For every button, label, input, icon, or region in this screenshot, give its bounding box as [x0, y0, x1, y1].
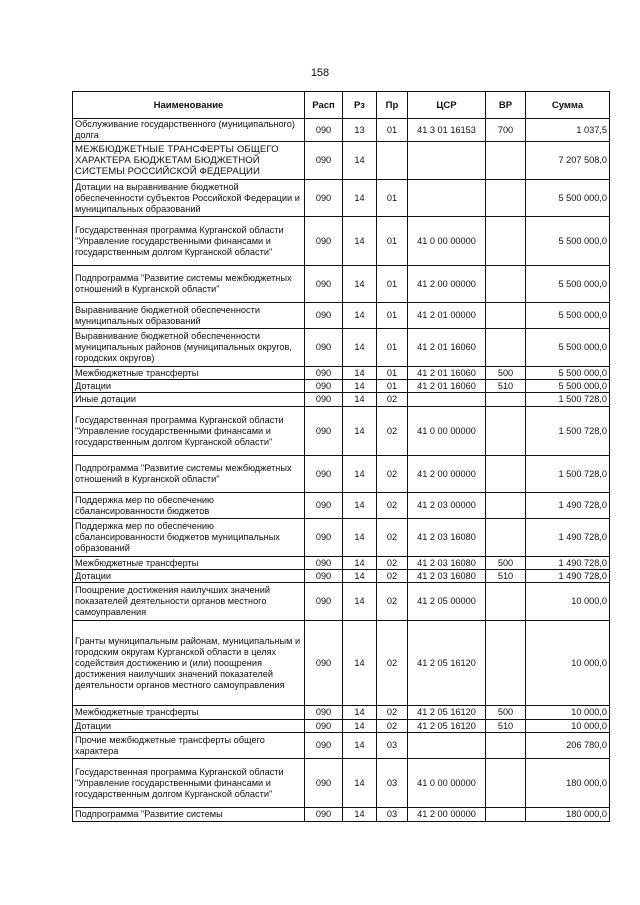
cell-rasp: 090	[305, 557, 343, 570]
table-row	[73, 583, 610, 621]
cell-vr	[486, 329, 526, 367]
cell-name: Прочие межбюджетные трансферты общего характера	[73, 733, 305, 759]
cell-csr: 41 0 00 00000	[408, 217, 486, 266]
cell-vr	[486, 583, 526, 621]
cell-csr: 41 2 01 16060	[408, 367, 486, 380]
budget-table	[72, 91, 610, 822]
cell-pr: 02	[377, 519, 408, 557]
cell-sum: 10 000,0	[526, 706, 610, 720]
cell-vr: 510	[486, 570, 526, 583]
cell-csr: 41 2 01 00000	[408, 303, 486, 329]
cell-name: Государственная программа Курганской области "Управление государственными финансами и государственным долгом Курганской области"	[73, 759, 305, 808]
header-csr: ЦСР	[408, 92, 486, 119]
cell-pr: 02	[377, 720, 408, 733]
table-row	[73, 142, 610, 180]
cell-name: Подпрограмма "Развитие системы межбюджетных отношений в Курганской области"	[73, 266, 305, 303]
table-row	[73, 217, 610, 266]
table-row	[73, 303, 610, 329]
cell-vr: 500	[486, 367, 526, 380]
cell-csr: 41 2 00 00000	[408, 456, 486, 493]
cell-rz: 14	[343, 519, 377, 557]
cell-sum: 180 000,0	[526, 808, 610, 822]
cell-vr	[486, 142, 526, 180]
cell-csr	[408, 733, 486, 759]
table-body	[73, 119, 610, 822]
cell-pr: 01	[377, 367, 408, 380]
header-vr: ВР	[486, 92, 526, 119]
cell-sum: 1 037,5	[526, 119, 610, 142]
cell-rasp: 090	[305, 142, 343, 180]
cell-csr: 41 2 03 16080	[408, 570, 486, 583]
cell-rasp: 090	[305, 583, 343, 621]
cell-sum: 5 500 000,0	[526, 217, 610, 266]
cell-vr: 510	[486, 380, 526, 393]
cell-vr	[486, 407, 526, 456]
table-row	[73, 706, 610, 720]
cell-rz: 14	[343, 706, 377, 720]
cell-name: Дотации	[73, 570, 305, 583]
cell-name: Подпрограмма "Развитие системы	[73, 808, 305, 822]
cell-pr: 02	[377, 557, 408, 570]
cell-vr: 500	[486, 557, 526, 570]
cell-rz: 14	[343, 493, 377, 519]
cell-csr: 41 2 05 16120	[408, 720, 486, 733]
table-row	[73, 266, 610, 303]
cell-pr: 01	[377, 119, 408, 142]
cell-rz: 14	[343, 583, 377, 621]
cell-csr: 41 2 05 00000	[408, 583, 486, 621]
table-row	[73, 720, 610, 733]
cell-rz: 14	[343, 808, 377, 822]
cell-pr	[377, 142, 408, 180]
cell-sum: 1 490 728,0	[526, 570, 610, 583]
cell-sum: 180 000,0	[526, 759, 610, 808]
cell-rz: 14	[343, 759, 377, 808]
cell-rz: 14	[343, 456, 377, 493]
cell-csr: 41 2 05 16120	[408, 706, 486, 720]
cell-vr	[486, 456, 526, 493]
cell-sum: 1 500 728,0	[526, 407, 610, 456]
cell-name: Межбюджетные трансферты	[73, 706, 305, 720]
cell-rasp: 090	[305, 329, 343, 367]
table-row	[73, 456, 610, 493]
cell-name: Обслуживание государственного (муниципального) долга	[73, 119, 305, 142]
page-number: 158	[310, 67, 330, 79]
cell-pr: 02	[377, 621, 408, 706]
cell-rasp: 090	[305, 519, 343, 557]
table-row	[73, 808, 610, 822]
cell-rz: 14	[343, 217, 377, 266]
cell-sum: 10 000,0	[526, 583, 610, 621]
header-sum: Сумма	[526, 92, 610, 119]
cell-csr: 41 2 01 16060	[408, 380, 486, 393]
cell-vr	[486, 759, 526, 808]
cell-csr	[408, 142, 486, 180]
cell-rz: 14	[343, 393, 377, 407]
cell-rz: 14	[343, 557, 377, 570]
cell-name: Подпрограмма "Развитие системы межбюджетных отношений в Курганской области"	[73, 456, 305, 493]
cell-pr: 01	[377, 266, 408, 303]
cell-csr: 41 0 00 00000	[408, 759, 486, 808]
cell-name: Дотации	[73, 720, 305, 733]
table-row	[73, 393, 610, 407]
cell-pr: 02	[377, 570, 408, 583]
cell-csr: 41 2 03 00000	[408, 493, 486, 519]
header-rasp: Расп	[305, 92, 343, 119]
cell-sum: 206 780,0	[526, 733, 610, 759]
cell-rz: 14	[343, 733, 377, 759]
cell-vr: 510	[486, 720, 526, 733]
cell-vr: 700	[486, 119, 526, 142]
cell-vr	[486, 621, 526, 706]
cell-csr: 41 0 00 00000	[408, 407, 486, 456]
cell-rz: 14	[343, 621, 377, 706]
cell-rasp: 090	[305, 570, 343, 583]
cell-csr	[408, 180, 486, 217]
cell-name: Поощрение достижения наилучших значений показателей деятельности органов местного самоуправления	[73, 583, 305, 621]
cell-csr: 41 3 01 16153	[408, 119, 486, 142]
cell-sum: 5 500 000,0	[526, 303, 610, 329]
cell-vr	[486, 393, 526, 407]
cell-sum: 5 500 000,0	[526, 380, 610, 393]
cell-rz: 14	[343, 367, 377, 380]
cell-name: Иные дотации	[73, 393, 305, 407]
table-row	[73, 557, 610, 570]
cell-rasp: 090	[305, 266, 343, 303]
cell-rasp: 090	[305, 456, 343, 493]
cell-rasp: 090	[305, 217, 343, 266]
cell-name: Дотации	[73, 380, 305, 393]
cell-pr: 02	[377, 456, 408, 493]
table-row	[73, 759, 610, 808]
table-row	[73, 493, 610, 519]
cell-pr: 02	[377, 407, 408, 456]
table-row	[73, 407, 610, 456]
table-row	[73, 733, 610, 759]
header-pr: Пр	[377, 92, 408, 119]
table-row	[73, 180, 610, 217]
cell-sum: 5 500 000,0	[526, 266, 610, 303]
cell-pr: 01	[377, 303, 408, 329]
cell-rz: 13	[343, 119, 377, 142]
header-rz: Рз	[343, 92, 377, 119]
cell-rasp: 090	[305, 493, 343, 519]
cell-rz: 14	[343, 570, 377, 583]
cell-sum: 1 500 728,0	[526, 456, 610, 493]
cell-name: Межбюджетные трансферты	[73, 367, 305, 380]
cell-vr	[486, 217, 526, 266]
cell-rz: 14	[343, 407, 377, 456]
cell-csr: 41 2 01 16060	[408, 329, 486, 367]
cell-csr: 41 2 00 00000	[408, 266, 486, 303]
table-row	[73, 570, 610, 583]
cell-pr: 03	[377, 759, 408, 808]
cell-rasp: 090	[305, 393, 343, 407]
cell-sum: 1 500 728,0	[526, 393, 610, 407]
cell-name: Государственная программа Курганской области "Управление государственными финансами и государственным долгом Курганской области"	[73, 217, 305, 266]
cell-rasp: 090	[305, 621, 343, 706]
cell-rasp: 090	[305, 303, 343, 329]
cell-rasp: 090	[305, 706, 343, 720]
cell-pr: 01	[377, 217, 408, 266]
cell-name: Поддержка мер по обеспечению сбалансированности бюджетов	[73, 493, 305, 519]
cell-name: МЕЖБЮДЖЕТНЫЕ ТРАНСФЕРТЫ ОБЩЕГО ХАРАКТЕРА БЮДЖЕТАМ БЮДЖЕТНОЙ СИСТЕМЫ РОССИЙСКОЙ ФЕДЕРАЦИИ	[73, 142, 305, 180]
cell-rz: 14	[343, 266, 377, 303]
cell-vr	[486, 180, 526, 217]
cell-name: Государственная программа Курганской области "Управление государственными финансами и государственным долгом Курганской области"	[73, 407, 305, 456]
cell-vr	[486, 808, 526, 822]
cell-sum: 5 500 000,0	[526, 329, 610, 367]
cell-rasp: 090	[305, 720, 343, 733]
table-row	[73, 380, 610, 393]
cell-vr	[486, 266, 526, 303]
cell-csr: 41 2 03 16080	[408, 519, 486, 557]
cell-csr: 41 2 03 16080	[408, 557, 486, 570]
cell-pr: 02	[377, 393, 408, 407]
cell-vr	[486, 519, 526, 557]
cell-pr: 03	[377, 808, 408, 822]
table-row	[73, 329, 610, 367]
cell-pr: 01	[377, 329, 408, 367]
cell-pr: 01	[377, 180, 408, 217]
cell-name: Межбюджетные трансферты	[73, 557, 305, 570]
cell-rasp: 090	[305, 407, 343, 456]
cell-rz: 14	[343, 180, 377, 217]
cell-rz: 14	[343, 380, 377, 393]
cell-vr	[486, 303, 526, 329]
table-row	[73, 119, 610, 142]
cell-sum: 1 490 728,0	[526, 493, 610, 519]
cell-sum: 5 500 000,0	[526, 180, 610, 217]
table-row	[73, 519, 610, 557]
cell-pr: 03	[377, 733, 408, 759]
cell-rasp: 090	[305, 180, 343, 217]
cell-pr: 02	[377, 493, 408, 519]
cell-rasp: 090	[305, 759, 343, 808]
cell-csr	[408, 393, 486, 407]
cell-name: Выравнивание бюджетной обеспеченности муниципальных образований	[73, 303, 305, 329]
cell-rz: 14	[343, 720, 377, 733]
cell-name: Дотации на выравнивание бюджетной обеспеченности субъектов Российской Федерации и муниципальных образований	[73, 180, 305, 217]
cell-vr	[486, 733, 526, 759]
table-row	[73, 621, 610, 706]
cell-rasp: 090	[305, 808, 343, 822]
cell-sum: 5 500 000,0	[526, 367, 610, 380]
cell-name: Выравнивание бюджетной обеспеченности муниципальных районов (муниципальных округов, городских округов)	[73, 329, 305, 367]
cell-vr	[486, 493, 526, 519]
cell-rasp: 090	[305, 380, 343, 393]
cell-sum: 1 490 728,0	[526, 519, 610, 557]
cell-rz: 14	[343, 329, 377, 367]
cell-sum: 10 000,0	[526, 720, 610, 733]
cell-sum: 1 490 728,0	[526, 557, 610, 570]
cell-rasp: 090	[305, 119, 343, 142]
cell-rz: 14	[343, 303, 377, 329]
header-name: Наименование	[73, 92, 305, 119]
cell-csr: 41 2 05 16120	[408, 621, 486, 706]
cell-rasp: 090	[305, 367, 343, 380]
cell-sum: 10 000,0	[526, 621, 610, 706]
table-row	[73, 367, 610, 380]
cell-name: Поддержка мер по обеспечению сбалансированности бюджетов муниципальных образований	[73, 519, 305, 557]
cell-pr: 01	[377, 380, 408, 393]
cell-pr: 02	[377, 706, 408, 720]
cell-pr: 02	[377, 583, 408, 621]
cell-sum: 7 207 508,0	[526, 142, 610, 180]
cell-name: Гранты муниципальным районам, муниципальным и городским округам Курганской области в целях содействия достижению и (или) поощрения достижения наилучших значений показателей деятельности органов местного самоуправления	[73, 621, 305, 706]
cell-vr: 500	[486, 706, 526, 720]
cell-csr: 41 2 00 00000	[408, 808, 486, 822]
cell-rasp: 090	[305, 733, 343, 759]
cell-rz: 14	[343, 142, 377, 180]
table-header-row	[73, 92, 610, 119]
